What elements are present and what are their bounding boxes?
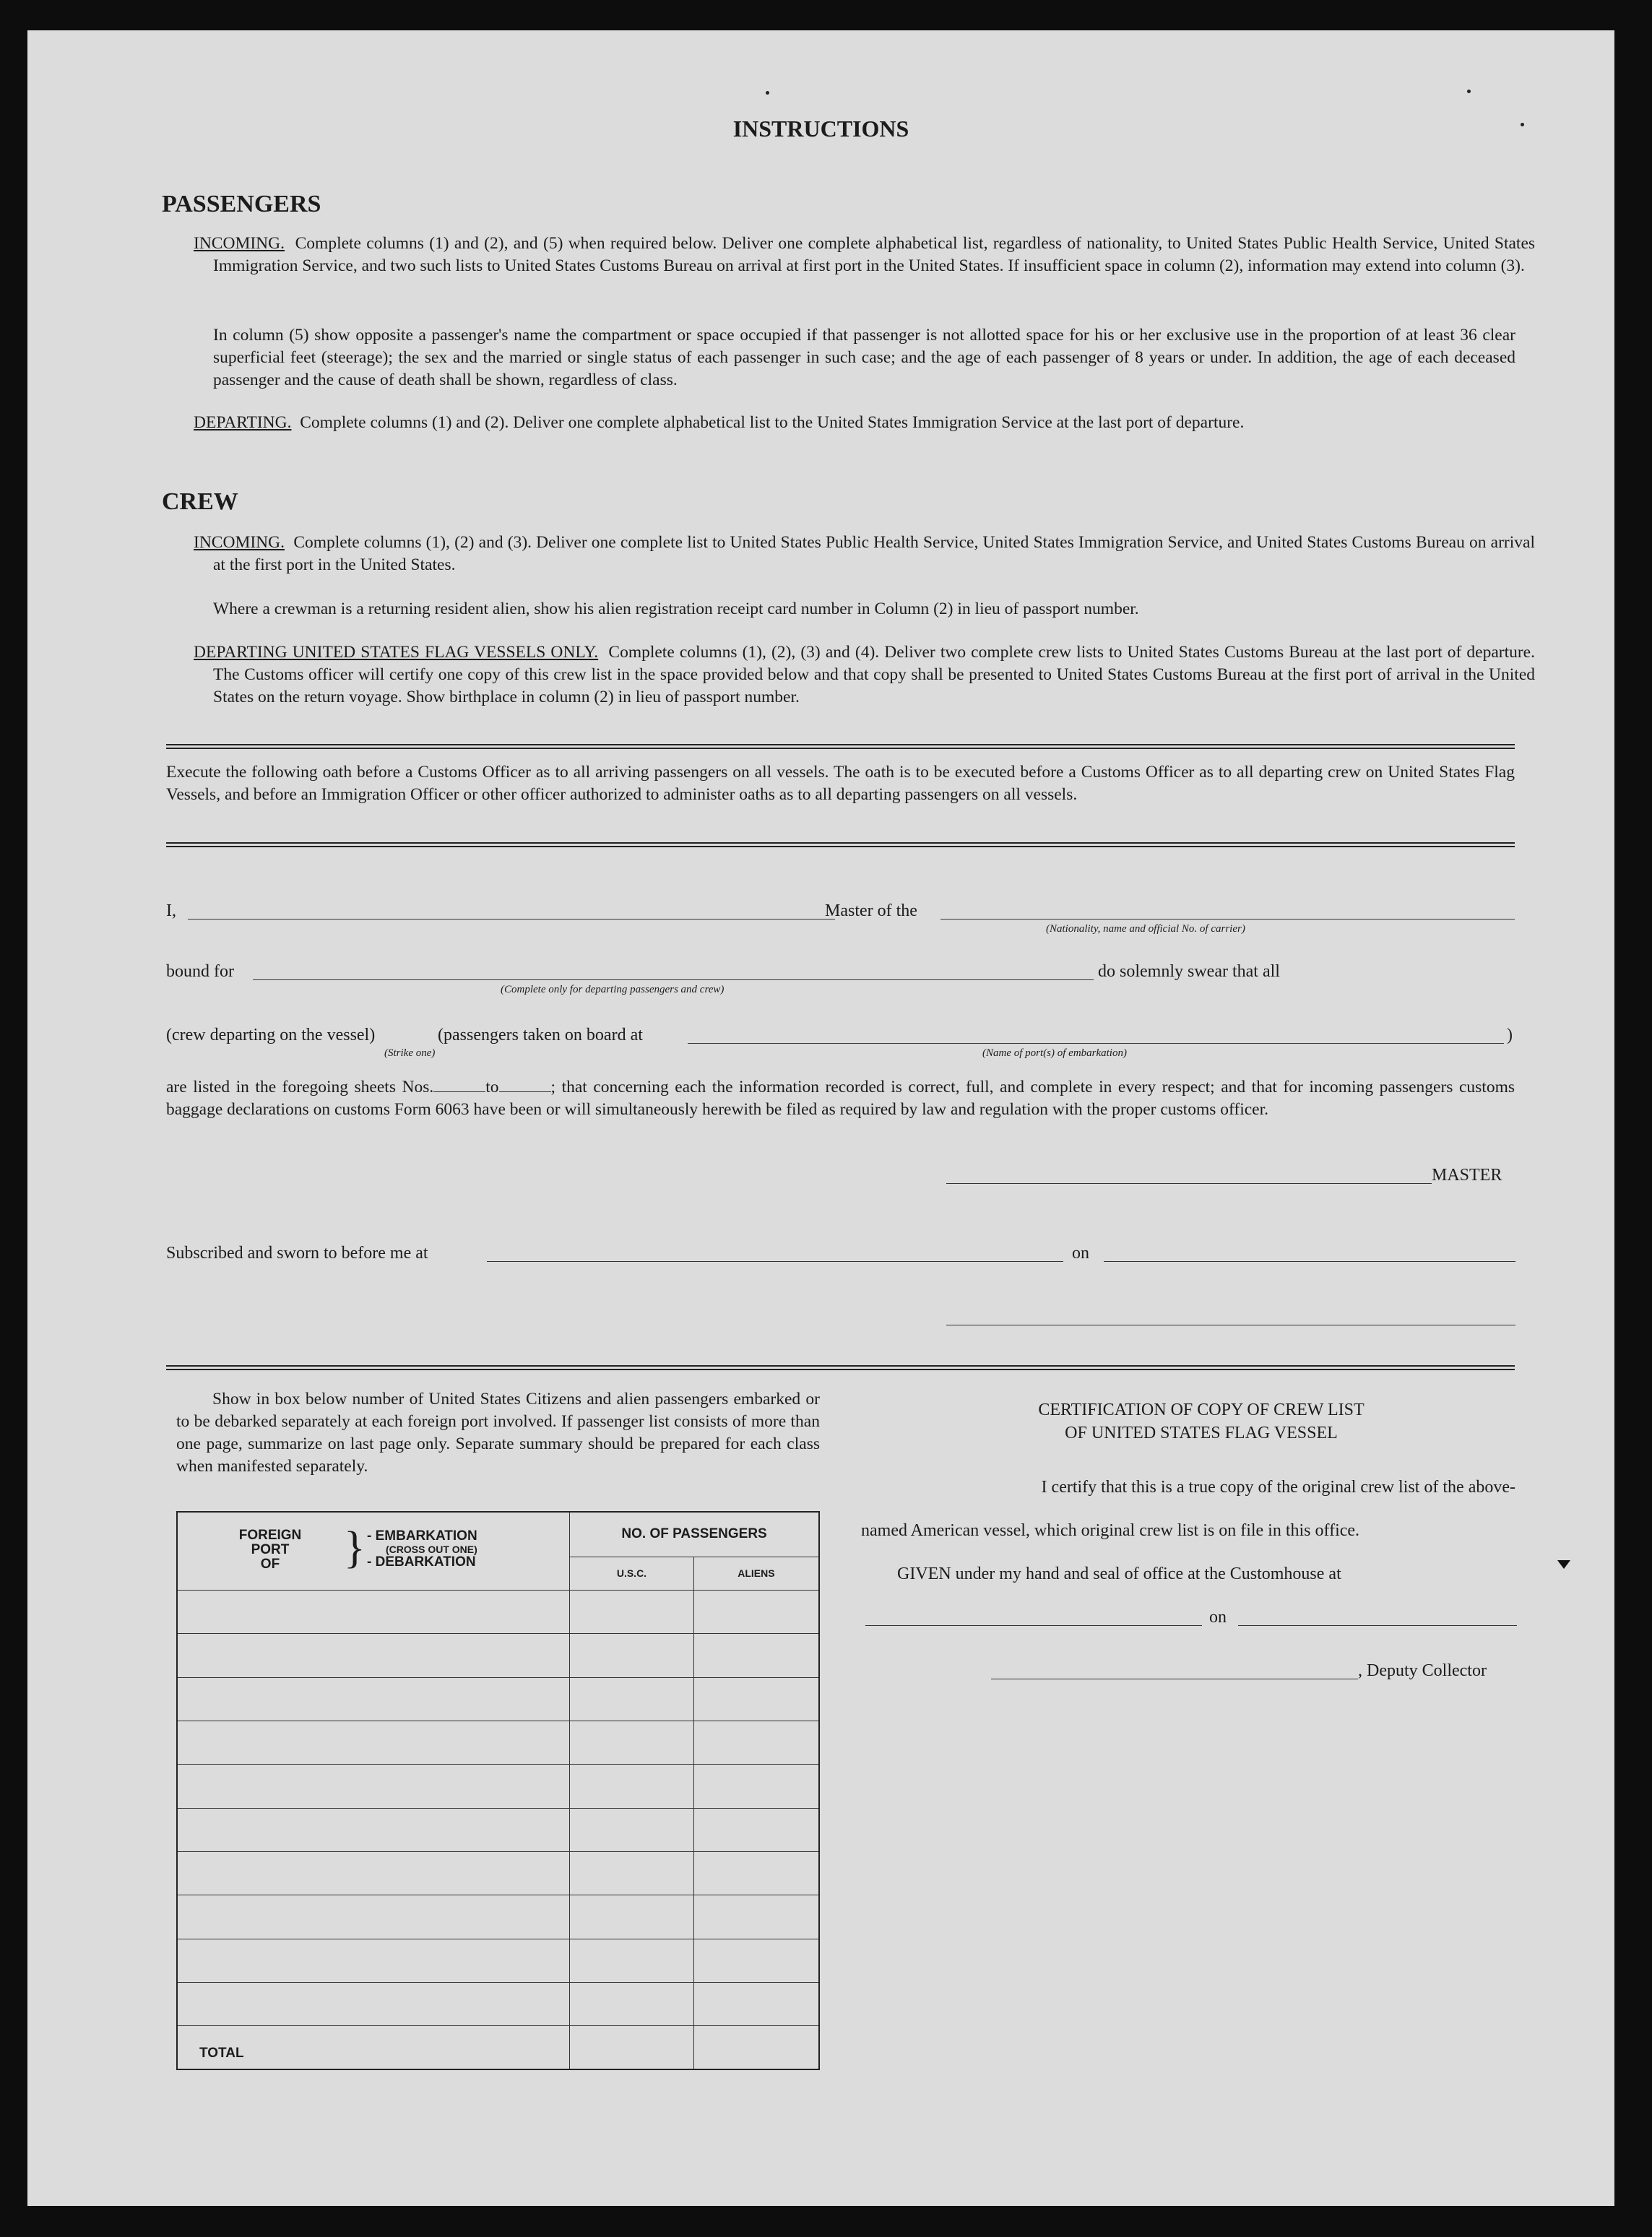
carrier-caption: (Nationality, name and official No. of carrier) (1046, 923, 1245, 935)
table-row-port[interactable] (177, 1808, 570, 1851)
passengers-column5-paragraph: In column (5) show opposite a passenger's name the compartment or space occupied if that passenger is not allotted space for his or her exclusive use in the proportion of at least 36 clear superficial feet (steerage); the sex and the married or single status of each passenger in such case; and the age of each passenger of 8 years or under. In addition, the age of each deceased passenger and the cause of death shall be shown, regardless of class. (213, 326, 1515, 389)
brace: } (344, 1523, 366, 1572)
table-row-port[interactable] (177, 1634, 570, 1677)
form-page (27, 30, 1614, 2206)
strike-caption: (Strike one) (384, 1047, 436, 1059)
no-of-passengers-header: NO. OF PASSENGERS (570, 1512, 819, 1557)
embarkation-label: - EMBARKATION (367, 1528, 477, 1544)
table-row-usc[interactable] (570, 1721, 694, 1764)
oath-i-label: I, (166, 901, 176, 920)
master-label: MASTER (1432, 1166, 1502, 1185)
crew-departing-paragraph (194, 641, 1535, 709)
oath-instructions: Execute the following oath before a Customs Officer as to all arriving passengers on all vessels. The oath is to be executed before a Customs Officer as to all departing crew on United States Flag Vessels, and before an Immigration Officer or other officer authorized to administer oaths as to all departing passengers on all vessels. (166, 763, 1515, 804)
passengers-incoming-text: Complete columns (1) and (2), and (5) when required below. Deliver one complete alphabetical list, regardless of nationality, to United States Public Health Service, United States Immigration Service, and two such lists to United States Customs Bureau on arrival at first port in the United States. If insufficient space in column (2), information may extend into column (3). (213, 234, 1536, 275)
double-rule (166, 744, 1515, 749)
table-row-aliens[interactable] (693, 1808, 819, 1851)
crew-departing-option: (crew departing on the vessel) (166, 1026, 376, 1044)
table-row-aliens[interactable] (693, 1634, 819, 1677)
total-label: TOTAL (177, 2026, 570, 2069)
listed-to: to (485, 1078, 499, 1096)
table-row-aliens[interactable] (693, 1721, 819, 1764)
stray-mark (766, 91, 769, 95)
listed-paragraph (166, 1076, 1515, 1121)
table-row-usc[interactable] (570, 1765, 694, 1808)
table-row-usc[interactable] (570, 1851, 694, 1895)
sworn-on-label: on (1072, 1244, 1089, 1263)
listed-text-2: ; that concerning each the information recorded is correct, full, and complete in every respect; and that for incoming passengers customs baggage declarations on customs Form 6063 have been or will simultaneously herewith be filed as required by law and regulation with the proper customs officer. (166, 1078, 1515, 1119)
stray-mark (1467, 90, 1471, 93)
certification-text-2: named American vessel, which original crew list is on file in this office. (861, 1521, 1360, 1540)
port-header-cell (177, 1512, 570, 1591)
double-rule (166, 1365, 1515, 1370)
bound-for-field[interactable] (253, 979, 1094, 980)
table-row-port[interactable] (177, 1982, 570, 2025)
table-row-aliens[interactable] (693, 1939, 819, 1982)
port-caption: (Name of port(s) of embarkation) (982, 1047, 1127, 1059)
table-row-port[interactable] (177, 1851, 570, 1895)
passengers-heading: PASSENGERS (162, 191, 321, 217)
passengers-departing-paragraph (194, 412, 1535, 434)
page-title: INSTRUCTIONS (732, 116, 909, 142)
certification-heading-line2: OF UNITED STATES FLAG VESSEL (1065, 1424, 1338, 1442)
certification-heading (887, 1398, 1515, 1445)
table-row-usc[interactable] (570, 1677, 694, 1721)
bound-for-label: bound for (166, 962, 234, 981)
table-row-usc[interactable] (570, 1982, 694, 2025)
master-signature-field[interactable] (946, 1183, 1432, 1184)
certification-on-label: on (1209, 1608, 1227, 1627)
crew-incoming-paragraph (194, 532, 1535, 576)
table-row-usc[interactable] (570, 1939, 694, 1982)
passengers-taken-option: (passengers taken on board at (438, 1026, 643, 1044)
crew-departing-text: Complete columns (1), (2), (3) and (4). Deliver two complete crew lists to United States Customs Bureau at the last port of departure. The Customs officer will certify one copy of this crew list in the space provided below and that copy shall be presented to United States Customs Bureau at the first port of arrival in the United States on the return voyage. Show birthplace in column (2) in lieu of passport number. (213, 643, 1535, 706)
debarkation-label: - DEBARKATION (367, 1554, 476, 1570)
passengers-departing-label: DEPARTING. (194, 413, 292, 432)
arrow-mark-icon (1557, 1560, 1570, 1569)
sworn-date-field[interactable] (1104, 1261, 1515, 1262)
cross-out-label: (CROSS OUT ONE) (386, 1544, 477, 1555)
total-usc[interactable] (570, 2026, 694, 2069)
col1-line3: OF (260, 1557, 280, 1572)
table-row-aliens[interactable] (693, 1982, 819, 2025)
crew-incoming-text: Complete columns (1), (2) and (3). Deliver one complete list to United States Public Health Service, United States Immigration Service, and United States Customs Bureau on arrival at the first port in the United States. (213, 533, 1535, 574)
table-row-port[interactable] (177, 1765, 570, 1808)
usc-header: U.S.C. (570, 1557, 694, 1590)
subscribed-label: Subscribed and sworn to before me at (166, 1244, 428, 1263)
listed-text-1: are listed in the foregoing sheets Nos. (166, 1078, 434, 1096)
certification-text-1: I certify that this is a true copy of the original crew list of the above- (1041, 1478, 1515, 1497)
table-row-aliens[interactable] (693, 1895, 819, 1939)
master-of-label: Master of the (825, 901, 917, 920)
passengers-incoming-paragraph (194, 233, 1535, 277)
customhouse-field[interactable] (865, 1625, 1202, 1626)
carrier-field[interactable] (940, 919, 1515, 920)
passengers-departing-text: Complete columns (1) and (2). Deliver one complete alphabetical list to the United States Immigration Service at the last port of departure. (300, 413, 1245, 432)
crew-departing-label: DEPARTING UNITED STATES FLAG VESSELS ONLY. (194, 643, 599, 662)
summary-instructions: Show in box below number of United States Citizens and alien passengers embarked or to be debarked separately at each foreign port involved. If passenger list consists of more than one page, summarize on last page only. Separate summary should be prepared for each class when manifested separately. (176, 1390, 820, 1476)
table-row-port[interactable] (177, 1677, 570, 1721)
embarkation-port-field[interactable] (688, 1043, 1504, 1044)
table-row-usc[interactable] (570, 1591, 694, 1634)
bound-caption: (Complete only for departing passengers and crew) (501, 984, 725, 995)
table-row-aliens[interactable] (693, 1851, 819, 1895)
crew-alien-paragraph: Where a crewman is a returning resident alien, show his alien registration receipt card number in Column (2) in lieu of passport number. (213, 600, 1139, 618)
swear-label: do solemnly swear that all (1098, 962, 1280, 981)
col1-line2: PORT (251, 1542, 290, 1557)
sheet-from-field[interactable] (433, 1091, 485, 1092)
total-aliens[interactable] (693, 2026, 819, 2069)
double-rule (166, 842, 1515, 847)
certification-date-field[interactable] (1238, 1625, 1517, 1626)
sworn-place-field[interactable] (487, 1261, 1063, 1262)
passengers-incoming-label: INCOMING. (194, 234, 285, 253)
table-row-aliens[interactable] (693, 1765, 819, 1808)
table-row-usc[interactable] (570, 1808, 694, 1851)
close-paren: ) (1507, 1026, 1513, 1044)
passenger-summary-table (176, 1511, 820, 2070)
table-row-usc[interactable] (570, 1634, 694, 1677)
crew-incoming-label: INCOMING. (194, 533, 285, 552)
aliens-header: ALIENS (693, 1557, 819, 1590)
table-row-aliens[interactable] (693, 1677, 819, 1721)
table-row-usc[interactable] (570, 1895, 694, 1939)
sheet-to-field[interactable] (499, 1091, 551, 1092)
deputy-label: , Deputy Collector (1358, 1661, 1487, 1680)
certification-text-3: GIVEN under my hand and seal of office at the Customhouse at (897, 1565, 1341, 1583)
master-name-field[interactable] (188, 919, 835, 920)
table-row-port[interactable] (177, 1721, 570, 1764)
table-row-port[interactable] (177, 1895, 570, 1939)
col1-line1: FOREIGN (238, 1528, 302, 1543)
table-row-aliens[interactable] (693, 1591, 819, 1634)
certification-heading-line1: CERTIFICATION OF COPY OF CREW LIST (1038, 1401, 1365, 1419)
table-row-port[interactable] (177, 1591, 570, 1634)
crew-heading: CREW (162, 488, 238, 515)
table-row-port[interactable] (177, 1939, 570, 1982)
